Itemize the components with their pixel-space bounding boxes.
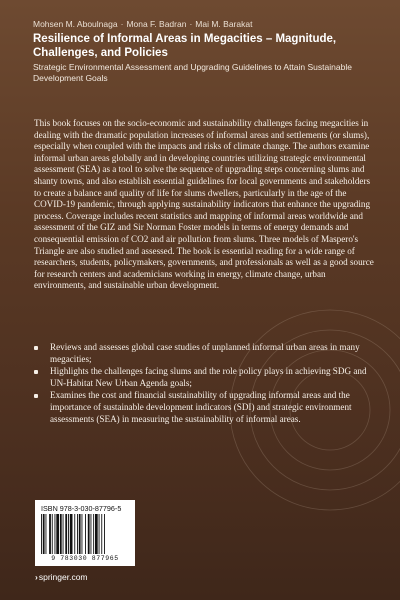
- list-item-text: Highlights the challenges facing slums and the role policy plays in achieving SDG and UN-Habitat New Urban Agenda goals;: [50, 366, 367, 388]
- list-item: [34, 366, 374, 389]
- arrow-icon: ›: [35, 572, 38, 582]
- isbn-label: ISBN 978-3-030-87796-5: [41, 504, 122, 513]
- publisher-link[interactable]: [35, 572, 88, 582]
- book-title: Resilience of Informal Areas in Megacities – Magnitude, Challenges, and Policies: [33, 33, 337, 59]
- list-item-text: Examines the cost and financial sustainability of upgrading informal areas and the importance of sustainable development indicators (SDI) and strategic environment assessments (SEA) in measuring the sustainability of informal areas.: [50, 390, 352, 424]
- highlights-list: [34, 342, 374, 426]
- author-list: [33, 19, 380, 29]
- list-item: [34, 390, 374, 425]
- bullet-icon: [34, 346, 38, 350]
- barcode-icon: [41, 514, 129, 554]
- barcode-panel: [35, 500, 135, 566]
- author-name: Mohsen M. Aboulnaga: [33, 19, 118, 29]
- barcode-digits: 9 783030 877965: [51, 555, 119, 562]
- author-name: Mona F. Badran: [126, 19, 187, 29]
- bullet-icon: [34, 370, 38, 374]
- bullet-icon: [34, 394, 38, 398]
- author-name: Mai M. Barakat: [195, 19, 253, 29]
- book-subtitle: Strategic Environmental Assessment and Upgrading Guidelines to Attain Sustainable Development Goals: [33, 62, 352, 83]
- author-separator: ·: [120, 19, 124, 29]
- list-item-text: Reviews and assesses global case studies of unplanned informal urban areas in many megacities;: [50, 342, 360, 364]
- publisher-url: springer.com: [38, 572, 88, 582]
- author-separator: ·: [189, 19, 193, 29]
- list-item: [34, 342, 374, 365]
- book-description: This book focuses on the socio-economic and sustainability challenges facing megacities in dealing with the dramatic population increases of informal areas and settlements (or slums), especially when coupled with the impacts and risks of climate change. The authors examine informal urban areas globally and in developing countries utilizing strategic environmental assessment (SEA) as a tool to solve the sequence of upgrading steps concerning slums and shanty towns, and also establish essential guidelines for local governments and stakeholders to create a balance and quality of life for slums dwellers, particularly in the age of the COVID-19 pandemic, through applying sustainability indicators that enhance the upgrading process. Coverage includes recent statistics and mapping of informal areas worldwide and assessment of the GIZ and Sir Norman Foster models in terms of energy demands and consequential emission of CO2 and air pollution from slums. Three models of Maspero's Triangle are also studied and assessed. The book is essential reading for a wide range of researchers, students, policymakers, governments, and professionals as well as a good source for research centers and academicians working in energy, climate change, urban environments, and sustainable urban development.: [34, 118, 374, 291]
